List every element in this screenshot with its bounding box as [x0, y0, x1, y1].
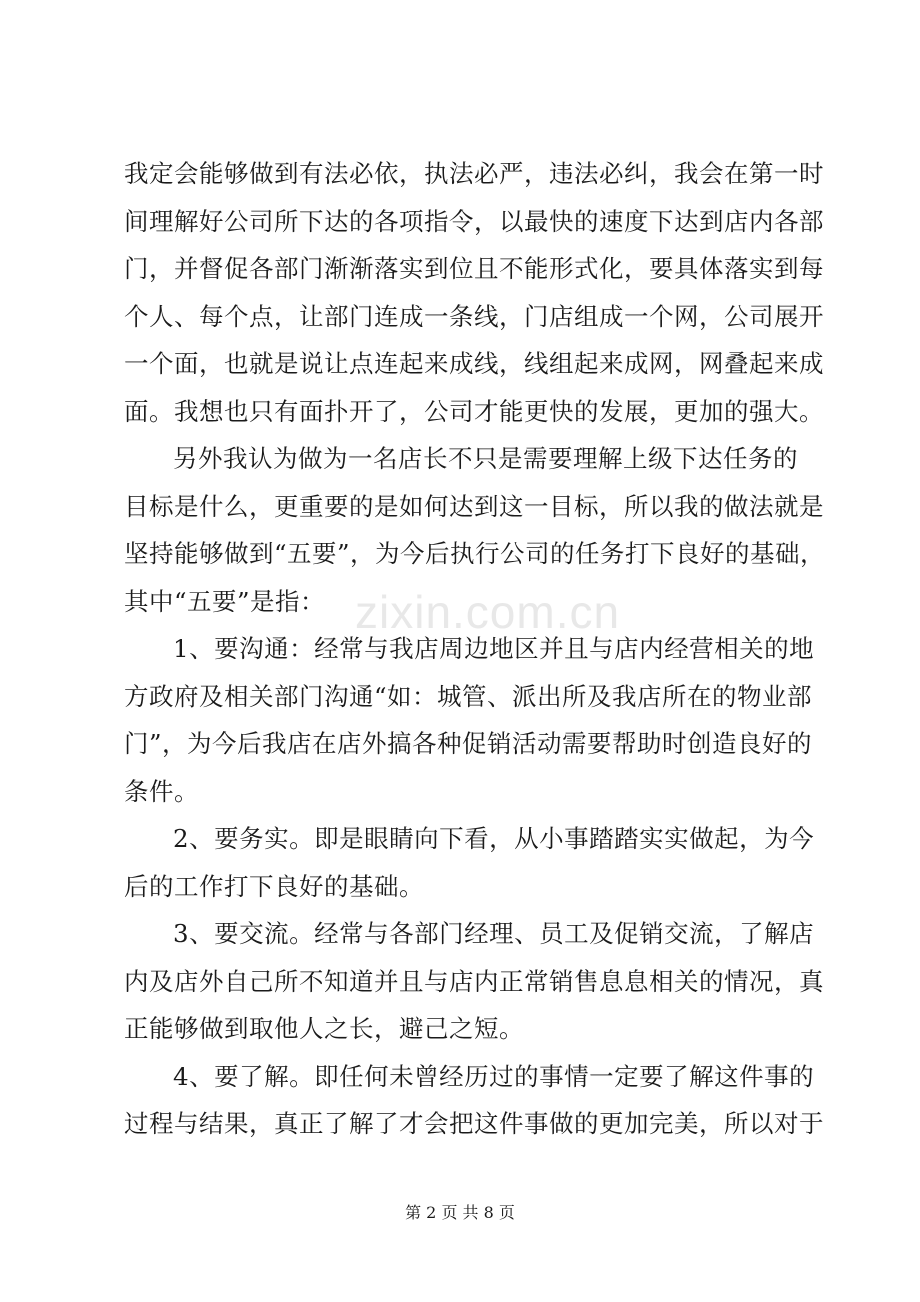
text-line: 坚持能够做到“五要”，为今后执行公司的任务打下良好的基础， — [124, 539, 826, 568]
paragraph-first-line: 3、要交流。经常与各部门经理、员工及促销交流，了解店 — [173, 919, 815, 948]
text-line: 正能够做到取他人之长，避己之短。 — [124, 1014, 524, 1043]
text-line: 目标是什么，更重要的是如何达到这一目标，所以我的做法就是 — [124, 491, 824, 521]
text-line: 门”，为今后我店在店外搞各种促销活动需要帮助时创造良好的 — [124, 729, 813, 758]
text-line: 其中“五要”是指： — [124, 586, 326, 616]
text-line: 方政府及相关部门沟通“如：城管、派出所及我店所在的物业部 — [124, 681, 813, 711]
paragraph-first-line: 2、要务实。即是眼睛向下看，从小事踏踏实实做起，为今 — [173, 824, 815, 853]
text-line: 后的工作打下良好的基础。 — [124, 871, 424, 901]
text-line: 间理解好公司所下达的各项指令，以最快的速度下达到店内各部 — [124, 206, 824, 236]
paragraph-first-line: 4、要了解。即任何未曾经历过的事情一定要了解这件事的 — [173, 1061, 815, 1091]
text-line: 门，并督促各部门渐渐落实到位且不能形式化，要具体落实到每 — [124, 254, 824, 283]
watermark: zixin.com.cn — [355, 586, 621, 638]
text-line: 内及店外自己所不知道并且与店内正常销售息息相关的情况，真 — [124, 966, 824, 996]
paragraph-first-line: 1、要沟通：经常与我店周边地区并且与店内经营相关的地 — [173, 634, 815, 663]
paragraph-first-line: 另外我认为做为一名店长不只是需要理解上级下达任务的 — [173, 444, 798, 473]
text-line: 个人、每个点，让部门连成一条线，门店组成一个网，公司展开 — [124, 301, 824, 331]
text-line: 过程与结果，真正了解了才会把这件事做的更加完美，所以对于 — [124, 1109, 824, 1138]
text-line: 我定会能够做到有法必依，执法必严，违法必纠，我会在第一时 — [124, 159, 824, 188]
page-number-footer: 第 2 页 共 8 页 — [405, 1203, 515, 1222]
text-line: 一个面，也就是说让点连起来成线，线组起来成网，网叠起来成 — [124, 349, 824, 378]
text-line: 条件。 — [124, 776, 199, 806]
text-line: 面。我想也只有面扑开了，公司才能更快的发展，更加的强大。 — [124, 396, 824, 426]
document-body — [124, 150, 826, 1148]
